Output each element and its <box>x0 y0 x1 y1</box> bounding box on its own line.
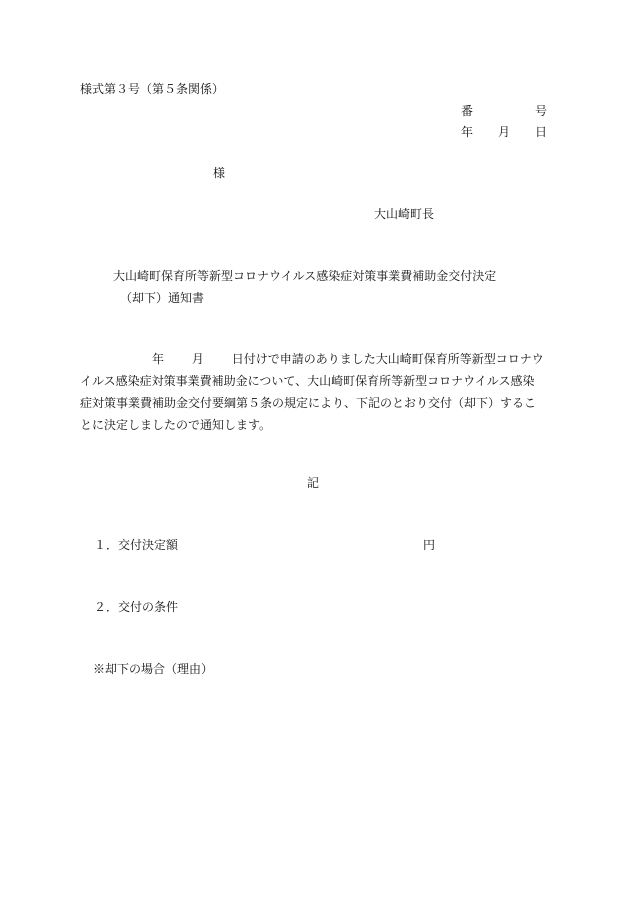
body-month: 月 <box>191 352 204 366</box>
form-label: 様式第３号（第５条関係） <box>80 82 225 96</box>
item-2-label: ２．交付の条件 <box>94 600 179 614</box>
item-1-label: １．交付決定額 <box>94 538 179 552</box>
ki-mark: 記 <box>307 476 320 490</box>
body-line-3: 症対策事業費補助金交付要綱第５条の規定により、下記のとおり交付（却下）するこ <box>80 396 537 410</box>
date-line <box>461 124 548 140</box>
date-day: 日 <box>535 125 548 139</box>
body-line-1 <box>80 348 550 370</box>
body-rest: 日付けで申請のありました大山崎町保育所等新型コロナウ <box>231 352 544 366</box>
addressee-suffix: 様 <box>213 166 226 180</box>
number-label: 番 <box>461 104 474 118</box>
number-suffix: 号 <box>535 104 548 118</box>
body-year: 年 <box>152 352 165 366</box>
title-line-2: （却下）通知書 <box>120 291 205 305</box>
body-line-2: イルス感染症対策事業費補助金について、大山崎町保育所等新型コロナウイルス感染 <box>80 374 535 388</box>
issuer: 大山崎町長 <box>374 207 435 221</box>
body-line-4: とに決定しましたので通知します。 <box>80 418 272 432</box>
date-year: 年 <box>461 125 474 139</box>
rejection-note: ※却下の場合（理由） <box>93 662 214 676</box>
item-1-unit: 円 <box>423 538 436 552</box>
body-text <box>80 348 550 436</box>
title-line-1: 大山崎町保育所等新型コロナウイルス感染症対策事業費補助金交付決定 <box>113 269 497 283</box>
number-line <box>461 103 548 119</box>
date-month: 月 <box>498 125 511 139</box>
